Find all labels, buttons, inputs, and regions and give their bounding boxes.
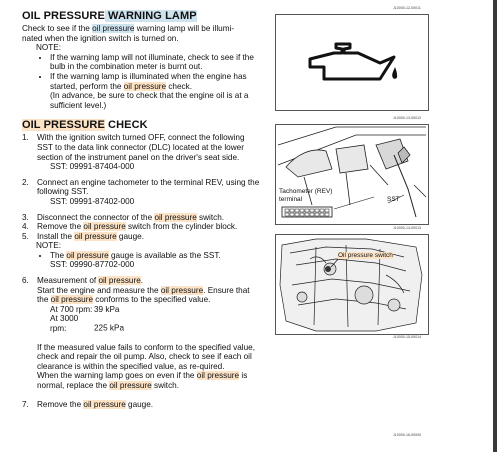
figure-caption: JL0000-12-00011 <box>393 6 421 10</box>
step-5: 5. Install the oil pressure gauge. <box>22 231 144 241</box>
intro-paragraph: Check to see if the oil pressure warning lamp will be illumi- nated when the ignition switch is turned on. <box>22 24 235 43</box>
tachometer-label: Tachometer (REV) terminal <box>279 188 333 203</box>
spec-row: At 3000 rpm: 225 kPa <box>50 314 125 334</box>
figure-caption: JL0000-14-00013 <box>393 226 422 230</box>
step-1: 1. With the ignition switch turned OFF, connect the following SST to the data link connector (DLC) located at the lower section of the instrument panel on the driver's seat side. <box>22 133 245 162</box>
step-2: 2. Connect an engine tachometer to the terminal REV, using the following SST. <box>22 177 260 197</box>
section-heading-check: OIL PRESSURE CHECK <box>22 119 148 132</box>
oil-can-icon <box>276 15 428 110</box>
note-label: NOTE: <box>36 43 62 53</box>
engine-block-illustration <box>276 235 428 334</box>
figure-caption: JL0000-16-00000 <box>393 433 422 437</box>
paragraph: When the warning lamp goes on even if the oil pressure is normal, replace the oil pressure switch. <box>37 371 248 390</box>
note-bullet: • If the warning lamp is illuminated when the engine has started, perform the oil pressure check. (In advance, be sure to check that the engine oil is at a sufficient level.) <box>50 72 262 110</box>
spec-row: At 700 rpm: 39 kPa <box>50 304 120 314</box>
window-edge <box>493 0 497 452</box>
switch-marker <box>325 266 331 272</box>
oil-pressure-switch-figure <box>275 234 429 335</box>
sst-number: SST: 09991-87404-000 <box>50 162 135 172</box>
text-column <box>22 10 262 409</box>
sst-number: SST: 09990-87702-000 <box>50 260 135 270</box>
figure-caption: JL0000-15-00014 <box>393 335 422 339</box>
step-4: 4. Remove the oil pressure switch from the cylinder block. <box>22 222 238 232</box>
step-3: 3. Disconnect the connector of the oil pressure switch. <box>22 212 225 222</box>
note-label: NOTE: <box>36 241 62 251</box>
step-6: 6. Measurement of oil pressure. Start the engine and measure the oil pressure. Ensure that the oil pressure conforms to the specified value. <box>22 276 250 305</box>
sst-label: SST <box>387 196 400 203</box>
section-heading-warning-lamp: OIL PRESSURE WARNING LAMP <box>22 10 197 22</box>
note-bullet: • If the warning lamp will not illuminate, check to see if the bulb in the combination meter is burnt out. <box>50 53 262 72</box>
oil-pressure-switch-label: Oil pressure switch <box>338 252 393 259</box>
pedal-area-illustration <box>276 125 428 224</box>
note-list <box>22 251 262 261</box>
paragraph: If the measured value fails to conform to the specified value, check and repair the oil pump. Also, check to see if each oil clearance is within the specified value, as re-quired. <box>37 342 255 371</box>
sst-number: SST: 09991-87402-000 <box>50 196 135 206</box>
note-list <box>22 53 262 111</box>
oil-pressure-lamp-figure <box>275 14 429 111</box>
note-bullet: • The oil pressure gauge is available as the SST. <box>50 251 262 261</box>
step-7: 7. Remove the oil pressure gauge. <box>22 399 154 409</box>
figure-caption: JL0000-13-00012 <box>393 116 422 120</box>
dlc-connector-figure <box>275 124 429 225</box>
